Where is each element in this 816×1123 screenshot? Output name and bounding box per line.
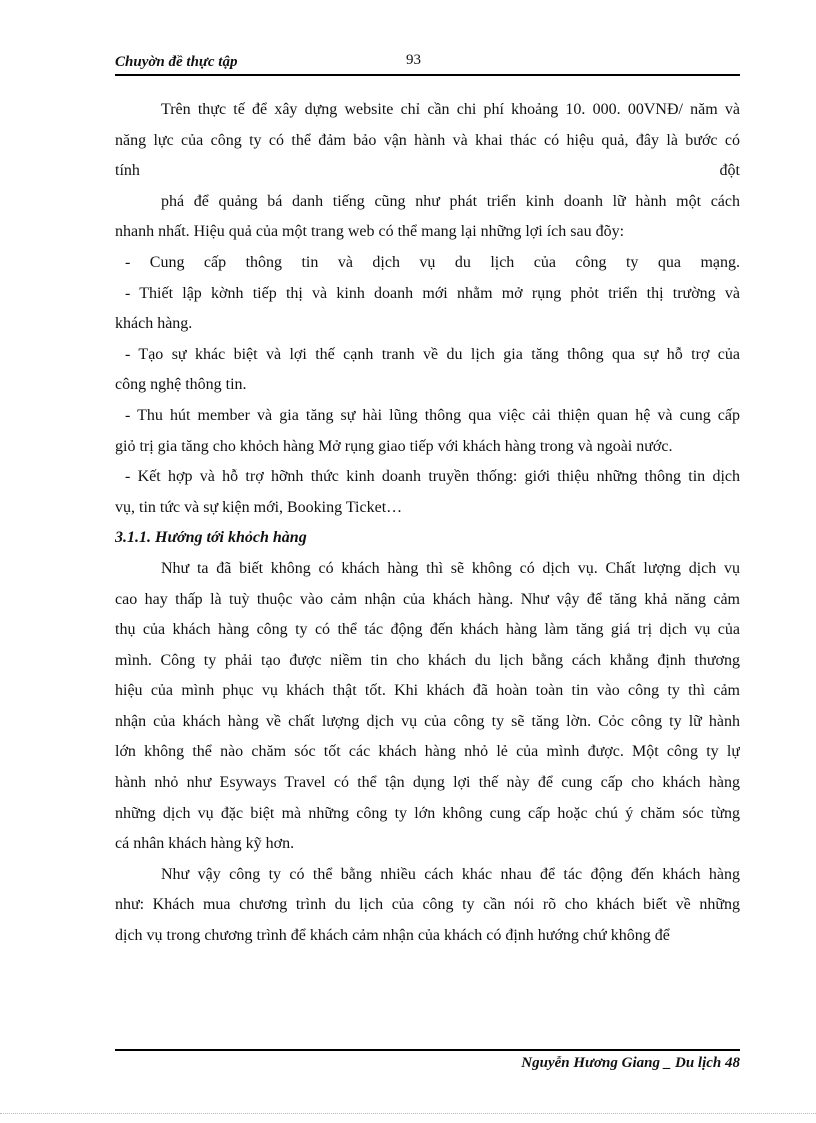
- body-line-end: đột: [719, 162, 740, 180]
- footer-rule: [115, 1049, 740, 1051]
- bullet-line: - Cung cấp thông tin và dịch vụ du lịch của công ty qua mạng.: [125, 253, 740, 271]
- page-edge-divider: [0, 1113, 816, 1114]
- body-line: nhận của khách hàng về chất lượng dịch vụ của công ty sẽ tăng lờn. Cỏc công ty lữ hành: [115, 712, 740, 730]
- body-line: thụ của khách hàng công ty có thể tác động đến khách hàng làm tăng giá trị dịch vụ của: [115, 621, 740, 639]
- section-heading: 3.1.1. Hướng tới khỏch hàng: [115, 529, 307, 547]
- bullet-line: - Thu hút member và gia tăng sự hài lũng thông qua việc cải thiện quan hệ và cung cấp: [125, 406, 740, 424]
- body-line: khách hàng.: [115, 315, 193, 333]
- body-line: phá để quảng bá danh tiếng cũng như phát triển kinh doanh lữ hành một cách: [161, 192, 740, 210]
- body-line-start: tính: [115, 162, 140, 180]
- body-line: công nghệ thông tin.: [115, 376, 247, 394]
- page-number: 93: [406, 52, 421, 68]
- body-line: năng lực của công ty có thể đảm bảo vận hành và khai thác có hiệu quả, đây là bước có: [115, 131, 740, 149]
- header-title: Chuyờn đề thực tập: [115, 54, 238, 70]
- body-line: lớn không thể nào chăm sóc tốt các khách hàng nhỏ lẻ của mình được. Một công ty lự: [115, 743, 740, 761]
- footer-author: Nguyễn Hương Giang _ Du lịch 48: [521, 1055, 740, 1071]
- body-line: những dịch vụ đặc biệt mà những công ty lớn không cung cấp hoặc chú ý chăm sóc từng: [115, 804, 740, 822]
- document-body: [115, 95, 740, 952]
- page-header: [115, 50, 740, 76]
- body-line: vụ, tin tức và sự kiện mới, Booking Ticket…: [115, 498, 403, 516]
- body-line: mình. Công ty phải tạo được niềm tin cho khách du lịch bằng cách khẳng định thương: [115, 651, 740, 669]
- body-line: dịch vụ trong chương trình để khách cảm nhận của khách có định hướng chứ không để: [115, 927, 670, 945]
- body-line: hiệu của mình phục vụ khách thật tốt. Khi khách đã hoàn toàn tin vào công ty thì cảm: [115, 682, 740, 700]
- body-line: hành nhỏ như Esyways Travel có thể tận dụng lợi thế này để cung cấp cho khách hàng: [115, 774, 740, 792]
- body-line: giỏ trị gia tăng cho khỏch hàng Mở rụng giao tiếp với khách hàng trong và ngoài nước.: [115, 437, 673, 455]
- bullet-line: - Kết hợp và hỗ trợ hỡnh thức kinh doanh truyền thống: giới thiệu những thông tin dịch: [125, 468, 740, 486]
- body-line: Như vậy công ty có thể bằng nhiều cách khác nhau để tác động đến khách hàng: [161, 865, 740, 883]
- body-line: Như ta đã biết không có khách hàng thì sẽ không có dịch vụ. Chất lượng dịch vụ: [161, 559, 740, 577]
- body-line: nhanh nhất. Hiệu quả của một trang web có thể mang lại những lợi ích sau đõy:: [115, 223, 625, 241]
- bullet-line: - Thiết lập kờnh tiếp thị và kinh doanh mới nhằm mở rụng phỏt triển thị trường và: [125, 284, 740, 302]
- body-line: cao hay thấp là tuỳ thuộc vào cảm nhận của khách hàng. Như vậy để tăng khả năng cảm: [115, 590, 740, 608]
- body-line: như: Khách mua chương trình du lịch của công ty cần nói rõ cho khách biết về những: [115, 896, 740, 914]
- bullet-line: - Tạo sự khác biệt và lợi thế cạnh tranh về du lịch gia tăng thông qua sự hỗ trợ của: [125, 345, 740, 363]
- body-line: cá nhân khách hàng kỹ hơn.: [115, 835, 295, 853]
- body-line: Trên thực tế để xây dựng website chỉ cần chi phí khoảng 10. 000. 00VNĐ/ năm và: [161, 101, 740, 118]
- body-line: [115, 156, 740, 187]
